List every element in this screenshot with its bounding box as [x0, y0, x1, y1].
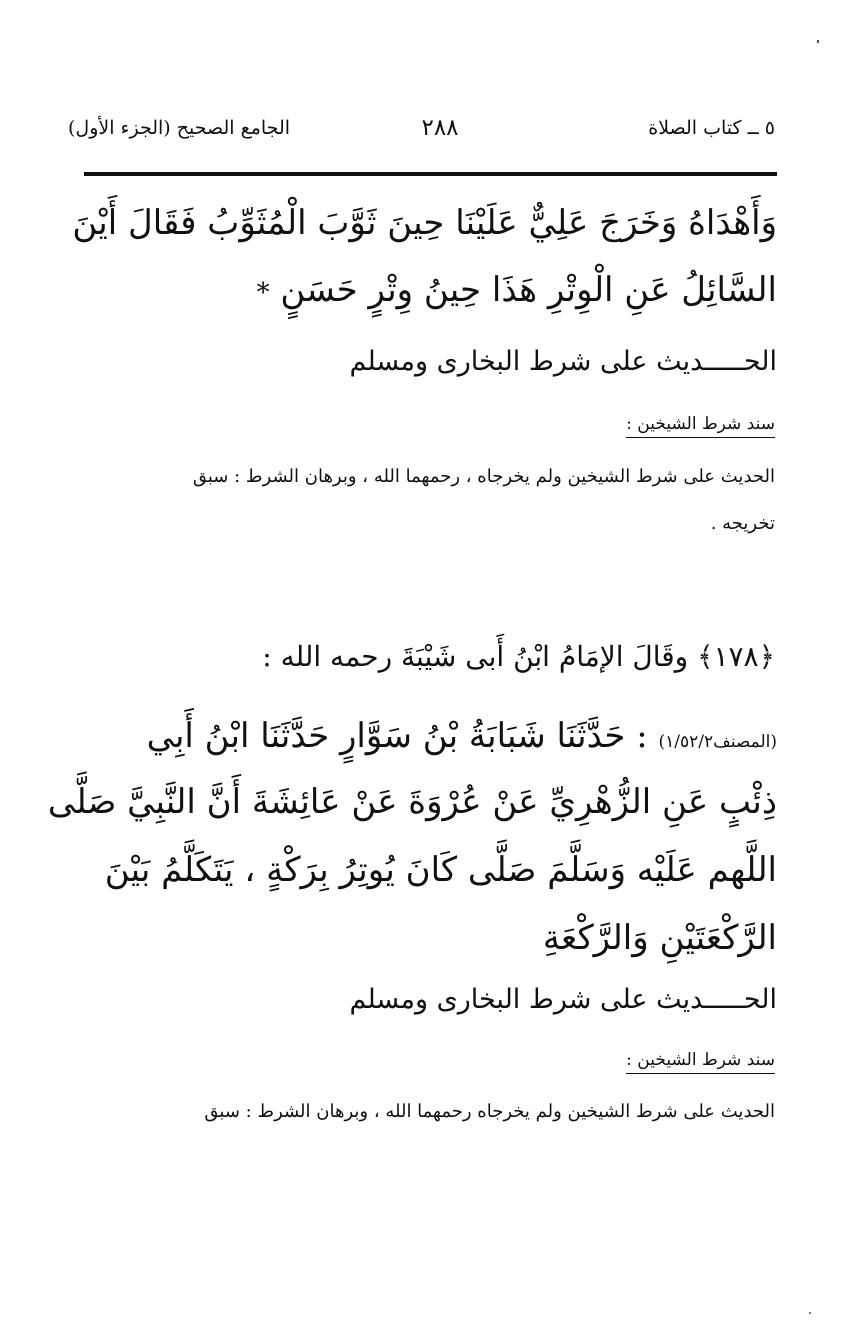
hadith-178-intro: وقَالَ الإمَامُ ابْنُ أَبى شَيْبَةَ رحمه الله : — [262, 640, 689, 673]
hadith-177-sanad-heading — [626, 414, 775, 434]
hadith-178-heading — [262, 640, 775, 673]
sanad-heading-text: سند شرط الشيخين : — [626, 1050, 775, 1074]
hadith-178-sanad-heading — [626, 1050, 775, 1070]
scan-speck — [817, 40, 819, 43]
hadith-177-note-line-1: الحديث على شرط الشيخين ولم يخرجاه ، رحمهما الله ، وبرهان الشرط : سبق — [192, 466, 775, 487]
hadith-177-grade: الحـــــديث على شرط البخارى ومسلم — [349, 346, 777, 377]
hadith-178-line-1 — [147, 716, 777, 756]
hadith-177-line-2-text: السَّائِلُ عَنِ الْوِتْرِ هَذَا حِينُ وِتْرٍ حَسَنٍ — [280, 270, 777, 310]
page-number: ٢٨٨ — [421, 115, 459, 141]
hadith-178-line-3: اللَّهم عَلَيْه وَسَلَّمَ صَلَّى كَانَ يُوتِرُ بِرَكْةٍ ، يَتَكَلَّمُ بَيْنَ — [104, 850, 777, 890]
source-reference: (المصنف١/٥٢/٢) — [658, 732, 777, 752]
hadith-178-line-1-text: : حَدَّثَنَا شَبَابَةُ بْنُ سَوَّارٍ حَدَّثَنَا ابْنُ أَبِي — [146, 716, 648, 756]
book-title: الجامع الصحيح (الجزء الأول) — [68, 117, 291, 139]
hadith-177-note-line-2: تخريجه . — [710, 513, 775, 534]
scan-speck — [809, 1312, 811, 1314]
hadith-177-line-1: وَأَهْدَاهُ وَخَرَجَ عَلِيٌّ عَلَيْنَا حِينَ ثَوَّبَ الْمُثَوِّبُ فَقَالَ أَيْنَ — [72, 203, 777, 243]
sanad-heading-text: سند شرط الشيخين : — [626, 414, 775, 438]
hadith-178-grade: الحـــــديث على شرط البخارى ومسلم — [349, 984, 777, 1015]
chapter-title: ٥ ــ كتاب الصلاة — [648, 117, 775, 139]
hadith-number: ﴿١٧٨﴾ — [697, 640, 775, 673]
star-marker: * — [256, 278, 270, 308]
hadith-178-note-line-1: الحديث على شرط الشيخين ولم يخرجاه رحمهما الله ، وبرهان الشرط : سبق — [204, 1101, 775, 1122]
hadith-178-line-4: الرَّكْعَتَيْنِ وَالرَّكْعَةِ — [542, 918, 777, 958]
hadith-177-line-2 — [257, 270, 777, 310]
header-rule — [84, 172, 777, 176]
hadith-178-line-2: ذِئْبٍ عَنِ الزُّهْرِيِّ عَنْ عُرْوَةَ عَنْ عَائِشَةَ أَنَّ النَّبِيَّ صَلَّى — [47, 782, 777, 822]
